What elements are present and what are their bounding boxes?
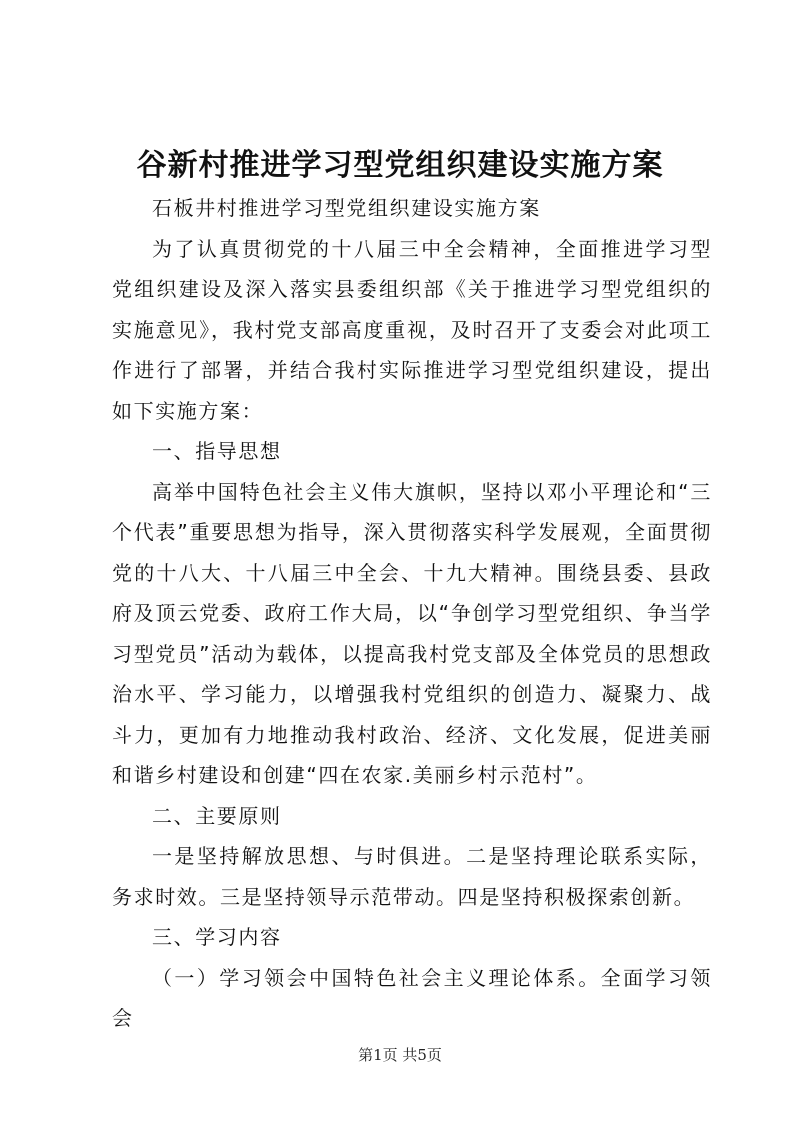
content-paragraph-1: （一）学习领会中国特色社会主义理论体系。全面学习领会 <box>112 965 712 1030</box>
document-title: 谷新村推进学习型党组织建设实施方案 <box>136 148 664 183</box>
section-heading-3: 三、学习内容 <box>152 925 282 949</box>
guiding-thought-paragraph: 高举中国特色社会主义伟大旗帜，坚持以邓小平理论和“三个代表”重要思想为指导，深入贯彻落实科学发展观，全面贯彻党的十八大、十八届三中全会、十九大精神。围绕县委、县政府及顶云党委、政府工作大局，以“争创学习型党组织、争当学习型党员”活动为载体，以提高我村党支部及全体党员的思想政治水平、学习能力，以增强我村党组织的创造力、凝聚力、战斗力，更加有力地推动我村政治、经济、文化发展，促进美丽和谐乡村建设和创建“四在农家.美丽乡村示范村”。 <box>112 479 712 787</box>
page-number: 第1页 共5页 <box>358 1046 442 1064</box>
document-body <box>112 188 712 1039</box>
section-heading-2: 二、主要原则 <box>152 803 282 828</box>
section-heading-1: 一、指导思想 <box>152 439 282 463</box>
principles-paragraph: 一是坚持解放思想、与时俱进。二是坚持理论联系实际，务求时效。三是坚持领导示范带动。四是坚持积极探索创新。 <box>112 844 712 909</box>
intro-paragraph: 为了认真贯彻党的十八届三中全会精神，全面推进学习型党组织建设及深入落实县委组织部《关于推进学习型党组织的实施意见》，我村党支部高度重视，及时召开了支委会对此项工作进行了部署，并结合我村实际推进学习型党组织建设，提出如下实施方案： <box>112 236 712 423</box>
subtitle-paragraph: 石板井村推进学习型党组织建设实施方案 <box>152 196 541 220</box>
